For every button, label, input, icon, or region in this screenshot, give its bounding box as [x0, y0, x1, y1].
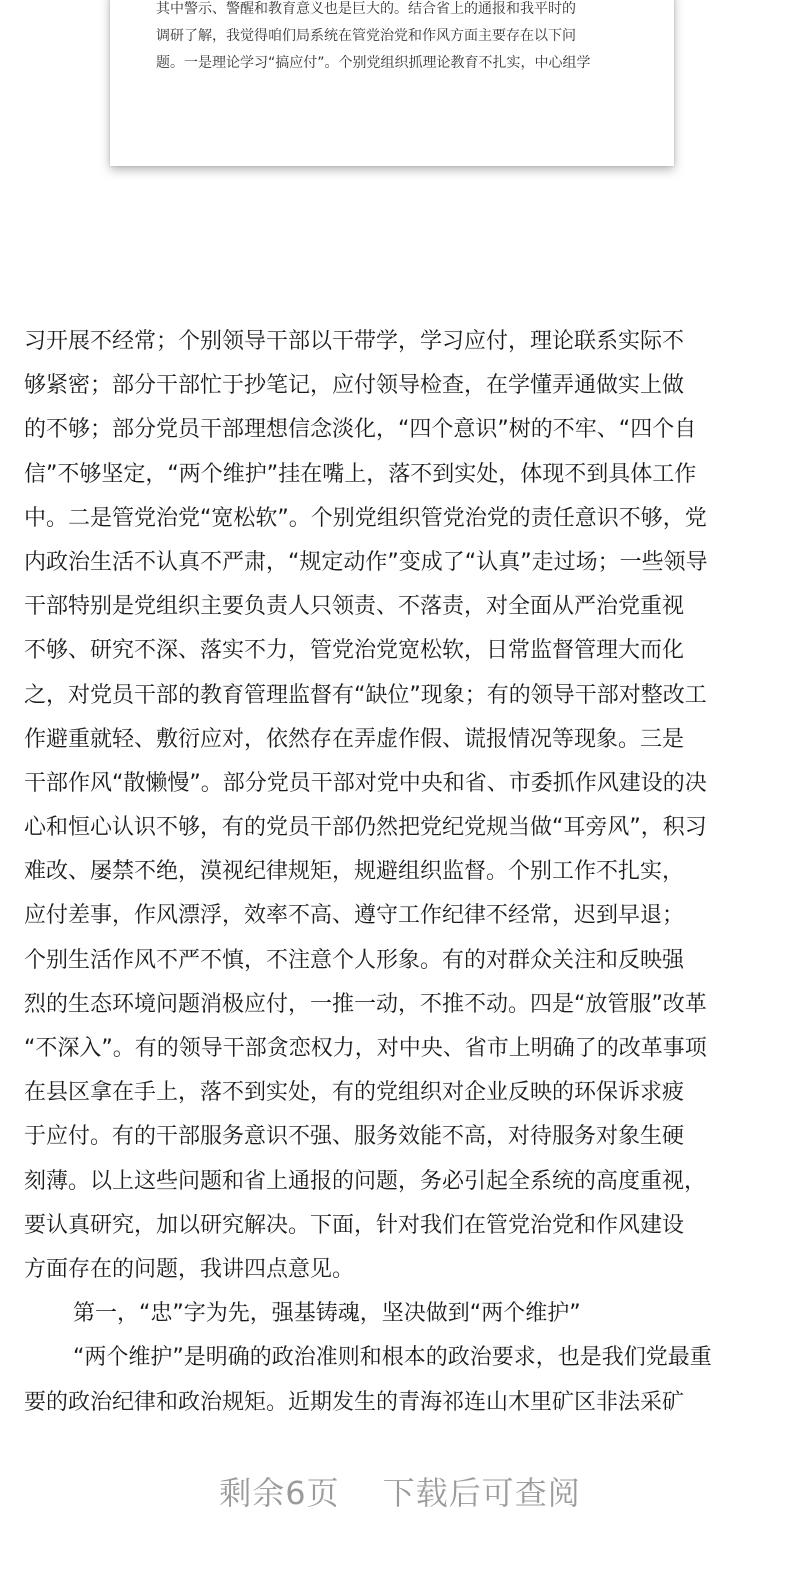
preview-text — [156, 0, 642, 77]
body-line: 的不够；部分党员干部理想信念淡化，“四个意识”树的不牢、“四个自 — [24, 417, 697, 443]
section-heading: 第一，“忠”字为先，强基铸魂，坚决做到“两个维护” — [73, 1301, 581, 1327]
document-body — [24, 320, 770, 1425]
previous-page-preview — [110, 0, 674, 166]
remaining-pages-label: 剩余6页 — [219, 1474, 340, 1512]
body-line: 难改、屡禁不绝，漠视纪律规矩，规避组织监督。个别工作不扎实， — [24, 859, 685, 885]
body-line: 之，对党员干部的教育管理监督有“缺位”现象；有的领导干部对整改工 — [24, 682, 707, 708]
body-line: 应付差事，作风漂浮，效率不高、遵守工作纪律不经常，迟到早退； — [24, 903, 685, 929]
body-line: 不够、研究不深、落实不力，管党治党宽松软，日常监督管理大而化 — [24, 638, 685, 664]
body-line: 方面存在的问题，我讲四点意见。 — [24, 1256, 355, 1282]
body-line: 干部特别是党组织主要负责人只领责、不落责，对全面从严治党重视 — [24, 594, 685, 620]
body-line: 心和恒心认识不够，有的党员干部仍然把党纪党规当做“耳旁风”，积习 — [24, 815, 707, 841]
body-line: 中。二是管党治党“宽松软”。个别党组织管党治党的责任意识不够，党 — [24, 505, 707, 531]
preview-line: 其中警示、警醒和教育意义也是巨大的。结合省上的通报和我平时的 — [156, 1, 576, 17]
body-line: 于应付。有的干部服务意识不强、服务效能不高，对待服务对象生硬 — [24, 1124, 685, 1150]
body-line: 在县区拿在手上，落不到实处，有的党组织对企业反映的环保诉求疲 — [24, 1080, 685, 1106]
preview-line: 调研了解，我觉得咱们局系统在管党治党和作风方面主要存在以下问 — [156, 28, 576, 44]
body-line: 个别生活作风不严不慎，不注意个人形象。有的对群众关注和反映强 — [24, 947, 685, 973]
body-line: 干部作风“散懒慢”。部分党员干部对党中央和省、市委抓作风建设的决 — [24, 770, 707, 796]
body-line: 信”不够坚定，“两个维护”挂在嘴上，落不到实处，体现不到具体工作 — [24, 461, 697, 487]
body-line: 要的政治纪律和政治规矩。近期发生的青海祁连山木里矿区非法采矿 — [24, 1389, 685, 1415]
body-line: 习开展不经常；个别领导干部以干带学，学习应付，理论联系实际不 — [24, 329, 685, 354]
body-line: “两个维护”是明确的政治准则和根本的政治要求，也是我们党最重 — [73, 1345, 712, 1371]
body-line: 刻薄。以上这些问题和省上通报的问题，务必引起全系统的高度重视， — [24, 1168, 707, 1194]
body-line: 要认真研究，加以研究解决。下面，针对我们在管党治党和作风建设 — [24, 1212, 685, 1238]
body-line: 够紧密；部分干部忙于抄笔记，应付领导检查，在学懂弄通做实上做 — [24, 373, 685, 399]
download-notice[interactable] — [0, 1468, 800, 1514]
download-to-view-label: 下载后可查阅 — [382, 1474, 581, 1512]
body-line: “不深入”。有的领导干部贪恋权力，对中央、省市上明确了的改革事项 — [24, 1036, 707, 1061]
body-line: 烈的生态环境问题消极应付，一推一动，不推不动。四是“放管服”改革 — [24, 991, 707, 1017]
body-line: 内政治生活不认真不严肃，“规定动作”变成了“认真”走过场；一些领导 — [24, 549, 708, 575]
body-line: 作避重就轻、敷衍应对，依然存在弄虚作假、谎报情况等现象。三是 — [24, 726, 685, 752]
preview-line: 题。一是理论学习“搞应付”。个别党组织抓理论教育不扎实，中心组学 — [156, 55, 591, 71]
